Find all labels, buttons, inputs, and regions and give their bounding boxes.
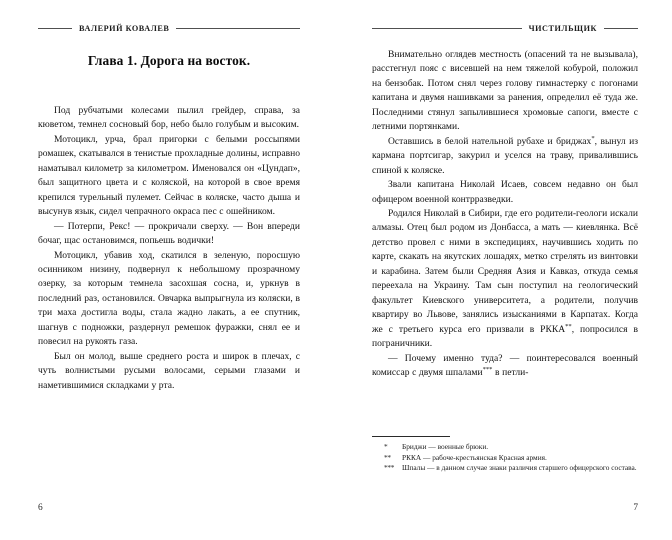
running-head-rule-left	[38, 28, 72, 29]
footnote-marker: *	[384, 442, 388, 452]
footnote-marker: **	[384, 452, 391, 462]
footnote-text: РККА — рабоче-крестьянская Красная армия.	[402, 452, 547, 462]
footnote-reference: ***	[482, 365, 493, 373]
running-head-right	[372, 22, 638, 34]
paragraph: Внимательно оглядев местность (опасений та не вызывала), расстегнул пояс с висевшей на нем тяжелой кобурой, положил на бензобак. Потом снял через голову гимнастерку с погонами капитана и двумя нашивками за ранения, определил её туда же. Последними стянул запылившиеся хромовые сапоги, вместе с летними портянками.	[372, 49, 638, 133]
running-head-rule-left	[372, 28, 522, 29]
footnote-reference: *	[591, 134, 595, 142]
chapter-title: Глава 1. Дорога на восток.	[87, 53, 251, 68]
footnote-text: Шпалы — в данном случае знаки различия старшего офицерского состава.	[402, 463, 637, 473]
paragraph: Родился Николай в Сибири, где его родители-геологи искали алмазы. Отец был родом из Донбасса, а мать — киевлянка. Всё детство провел с ними в экспедициях, научившись ходить по карте, скакать на якутских лошадях, метко стрелять из винтовки и карабина. Затем были Средняя Азия и Кавказ, откуда семья переехала на Украину. Там сын поступил на геологический факультет Киевского университета, а родители, получив квартиру во Львове, занялись изысканиями в Карпатах. Когда же с третьего курса его призвали в РККА**, попросился в пограничники.	[372, 207, 638, 350]
footnote-item	[372, 463, 638, 474]
paragraph: Мотоцикл, урча, брал пригорки с белыми россыпями ромашек, скатывался в тенистые прохладные долины, исправно наматывал километр за километром. Именовался он «Цундап», был защитного цвета и с коляской, на которой в свое время крепился турельный пулемет. Сейчас в коляске, часто дыша и высунув язык, сидел чепрачного окраса пес с ошейником.	[38, 133, 300, 218]
paragraph: Оставшись в белой нательной рубахе и бриджах*, вынул из кармана портсигар, закурил и уселся на траву, привалившись спиной к коляске.	[372, 134, 638, 176]
page-right	[336, 0, 672, 540]
footnote-reference: **	[565, 322, 572, 330]
footnotes-block	[372, 436, 638, 474]
running-head-author: ВАЛЕРИЙ КОВАЛЕВ	[79, 23, 170, 33]
paragraph: Был он молод, выше среднего роста и широк в плечах, с чуть волнистыми русыми волосами, серыми глазами и наметившимися складками у рта.	[38, 350, 300, 391]
paragraph: Мотоцикл, убавив ход, скатился в зеленую, поросшую осинником низину, подвернул к небольшому прозрачному озерку, за которым темнела засохшая сосна, и, уркнув в последний раз, остановился. Овчарка выпрыгнула из коляски, в три маха достигла воды, стала жадно лакать, а ее спутник, шагнув с подножки, раздернул ремешок фуражки, снял ее и повесил на рукоять газа.	[38, 249, 300, 348]
paragraph: — Потерпи, Рекс! — прокричали сверху. — Вон впереди бочаг, щас остановимся, попьешь водички!	[38, 220, 300, 247]
footnote-item	[372, 453, 638, 464]
paragraph: Под рубчатыми колесами пылил грейдер, справа, за кюветом, темнел сосновый бор, небо было голубым и высоким.	[38, 105, 300, 131]
page-number-right: 7	[633, 503, 638, 513]
body-text-right	[372, 48, 638, 380]
running-head-left	[38, 22, 300, 34]
page-number-left: 6	[38, 503, 43, 513]
footnote-separator-rule	[372, 436, 450, 437]
footnote-text: Бриджи — военные брюки.	[402, 442, 489, 452]
running-head-rule-right	[604, 28, 638, 29]
running-head-book-title: ЧИСТИЛЬЩИК	[528, 23, 597, 33]
paragraph: — Почему именно туда? — поинтересовался военный комиссар с двумя шпалами*** в петли-	[372, 352, 638, 378]
footnote-marker: ***	[384, 463, 395, 473]
body-text-left	[38, 104, 300, 393]
footnote-item	[372, 442, 638, 453]
paragraph: Звали капитана Николай Исаев, совсем недавно он был офицером военной контрразведки.	[372, 179, 638, 205]
running-head-rule-right	[176, 28, 300, 29]
